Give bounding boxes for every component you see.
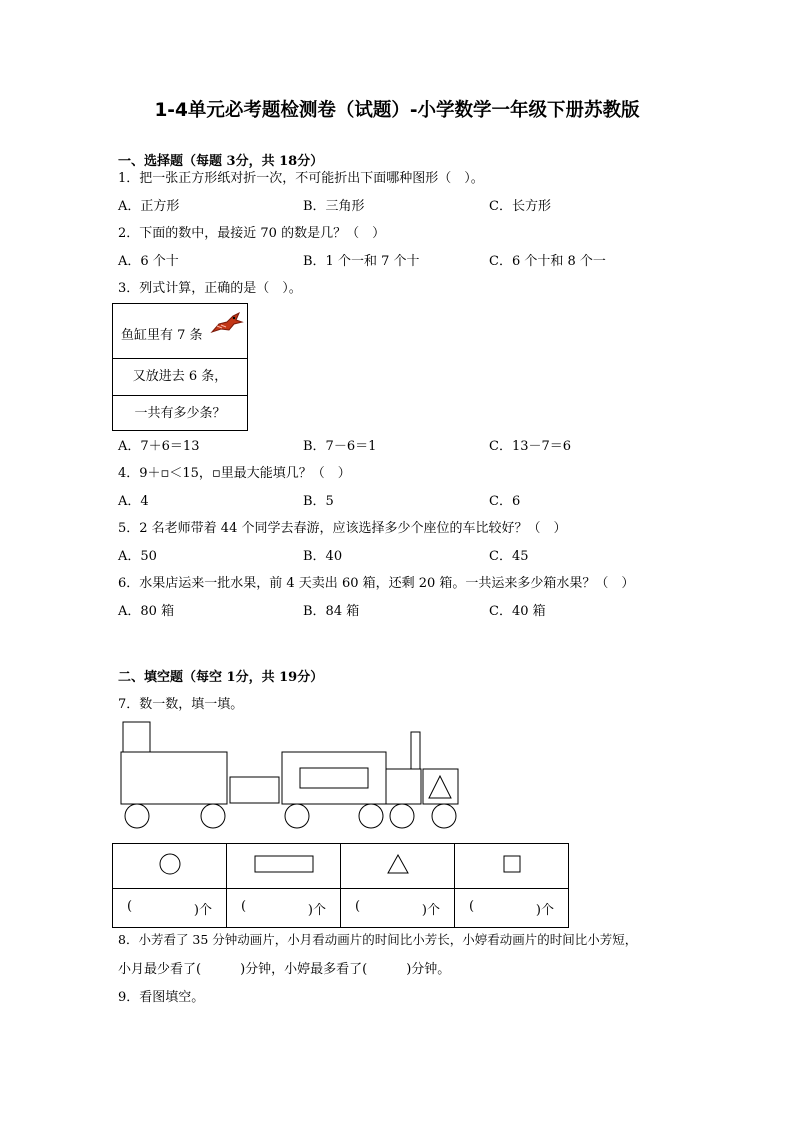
train-wheel-1 xyxy=(125,804,149,828)
question-9: 9．看图填空。 xyxy=(118,990,205,1005)
section-heading-fill-in: 二、填空题（每空 1分，共 19分） xyxy=(118,670,324,685)
train-wheel-6 xyxy=(432,804,456,828)
question-1-option-c: C．长方形 xyxy=(489,199,551,214)
train-wheel-2 xyxy=(201,804,225,828)
answer-cell-square[interactable]: ( )个 xyxy=(455,889,569,928)
question-3: 3．列式计算，正确的是（ ）。 xyxy=(118,281,302,296)
answer-cell-rectangle[interactable]: ( )个 xyxy=(227,889,341,928)
train-pipe-rect xyxy=(411,732,420,769)
question-4-option-a: A．4 xyxy=(118,494,149,509)
question-4: 4．9＋▫＜15，▫里最大能填几？（ ） xyxy=(118,466,351,481)
train-coupler-rect xyxy=(230,777,279,803)
train-chimney-square xyxy=(123,722,150,752)
question-5-option-a: A．50 xyxy=(118,549,157,564)
question-1-option-b: B．三角形 xyxy=(303,199,365,214)
page-title: 1-4单元必考题检测卷（试题）-小学数学一年级下册苏教版 xyxy=(154,100,640,121)
train-wheel-3 xyxy=(285,804,309,828)
question-5-option-c: C．45 xyxy=(489,549,529,564)
train-window-rect xyxy=(300,768,368,788)
question-4-option-c: C．6 xyxy=(489,494,521,509)
count-cell-square xyxy=(455,844,569,889)
question-8-line-1: 8．小芳看了 35 分钟动画片，小月看动画片的时间比小芳长，小婷看动画片的时间比小芳短， xyxy=(118,932,638,947)
story-line-3: 一共有多少条？ xyxy=(134,406,226,421)
story-line-2: 又放进去 6 条， xyxy=(132,369,228,384)
question-7: 7．数一数，填一填。 xyxy=(118,697,244,712)
shape-count-table xyxy=(112,843,569,928)
fish-icon xyxy=(209,310,245,336)
question-6-option-b: B．84 箱 xyxy=(303,604,360,619)
square-icon xyxy=(503,855,521,873)
question-6-option-a: A．80 箱 xyxy=(118,604,175,619)
train-cab-rect xyxy=(386,769,421,804)
question-8-line-2: 小月最少看了( )分钟，小婷最多看了( )分钟。 xyxy=(118,962,451,977)
rectangle-icon xyxy=(254,855,314,873)
question-2: 2．下面的数中，最接近 70 的数是几？（ ） xyxy=(118,226,386,241)
question-2-option-a: A．6 个十 xyxy=(118,254,179,269)
answer-cell-circle[interactable]: ( )个 xyxy=(113,889,227,928)
question-1: 1．把一张正方形纸对折一次，不可能折出下面哪种图形（ ）。 xyxy=(118,171,484,186)
word-problem-box xyxy=(112,303,248,431)
question-4-option-b: B．5 xyxy=(303,494,334,509)
section-heading-choice: 一、选择题（每题 3分，共 18分） xyxy=(118,154,324,169)
train-figure xyxy=(112,716,468,834)
answer-cell-triangle[interactable]: ( )个 xyxy=(341,889,455,928)
question-5: 5．2 名老师带着 44 个同学去春游，应该选择多少个座位的车比较好？（ ） xyxy=(118,521,567,536)
question-5-option-b: B．40 xyxy=(303,549,343,564)
story-line-1: 鱼缸里有 7 条 xyxy=(121,328,203,343)
count-cell-circle xyxy=(113,844,227,889)
train-wheel-4 xyxy=(359,804,383,828)
question-1-option-a: A．正方形 xyxy=(118,199,180,214)
count-cell-rectangle xyxy=(227,844,341,889)
train-engine-rect xyxy=(121,752,227,804)
story-divider-1 xyxy=(113,358,247,359)
question-3-option-c: C．13－7＝6 xyxy=(489,439,572,454)
count-cell-triangle xyxy=(341,844,455,889)
question-3-option-a: A．7＋6＝13 xyxy=(118,439,200,454)
question-6-option-c: C．40 箱 xyxy=(489,604,546,619)
question-2-option-c: C．6 个十和 8 个一 xyxy=(489,254,606,269)
triangle-icon xyxy=(387,854,409,874)
story-divider-2 xyxy=(113,395,247,396)
question-3-option-b: B．7－6＝1 xyxy=(303,439,377,454)
question-6: 6．水果店运来一批水果，前 4 天卖出 60 箱，还剩 20 箱。一共运来多少箱水果？（ ） xyxy=(118,576,635,591)
question-2-option-b: B．1 个一和 7 个十 xyxy=(303,254,420,269)
train-wheel-5 xyxy=(390,804,414,828)
circle-icon xyxy=(159,853,181,875)
